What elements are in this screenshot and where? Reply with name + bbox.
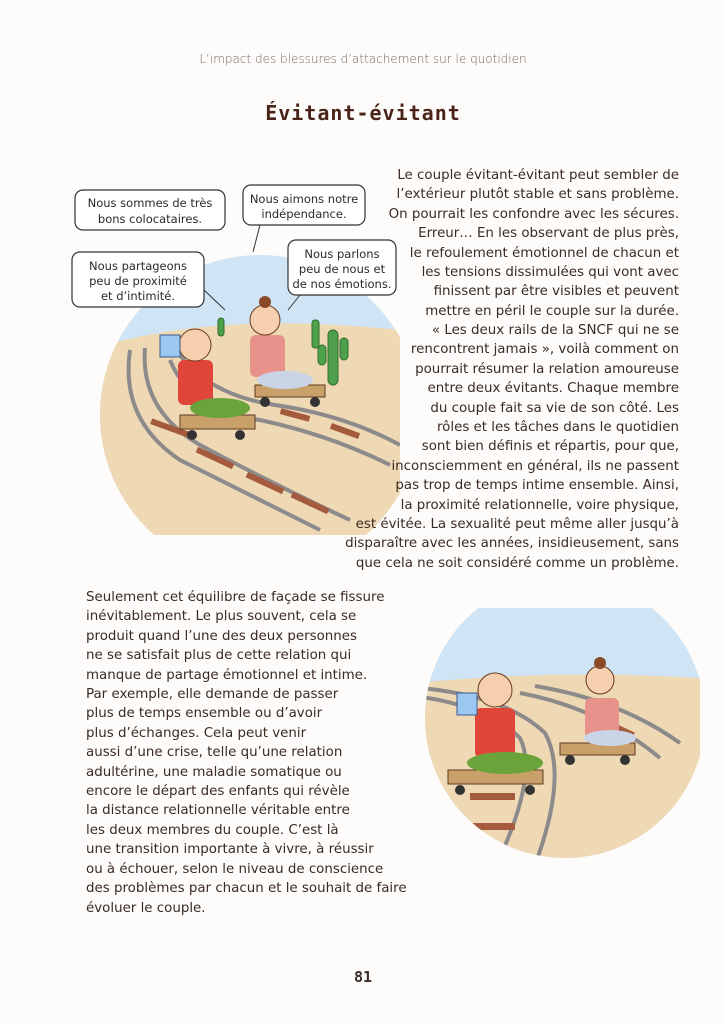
- text-line: ou à échouer, selon le niveau de conscience: [86, 861, 384, 877]
- text-line: produit quand l’une des deux personnes: [86, 628, 357, 644]
- text-line: encore le départ des enfants qui révèle: [86, 784, 350, 800]
- illustration-bottom: [370, 608, 700, 878]
- svg-text:peu de proximité: peu de proximité: [89, 274, 187, 288]
- text-line: des problèmes par chacun et le souhait de faire: [86, 881, 407, 897]
- text-line: aussi d’une crise, telle qu’une relation: [86, 745, 343, 761]
- text-line: rencontrent jamais », voilà comment on: [410, 342, 679, 358]
- text-line: les deux membres du couple. C’est là: [86, 822, 339, 838]
- text-line: plus de temps ensemble ou d’avoir: [86, 706, 323, 722]
- speech-bubble-colocataires: [75, 190, 225, 230]
- svg-text:Nous parlons: Nous parlons: [304, 247, 380, 261]
- text-line: entre deux évitants. Chaque membre: [427, 381, 679, 397]
- text-line: la proximité relationnelle, voire physique,: [400, 497, 679, 513]
- text-line: les tensions dissimulées qui vont avec: [421, 265, 679, 281]
- text-line: On pourrait les confondre avec les sécures.: [388, 206, 679, 222]
- text-line: sont bien définis et répartis, pour que,: [421, 439, 679, 455]
- text-line: manque de partage émotionnel et intime.: [86, 667, 368, 683]
- text-line: l’extérieur plutôt stable et sans problème.: [396, 187, 679, 203]
- text-line: ne se satisfait plus de cette relation qui: [86, 648, 352, 664]
- text-line: adultérine, une maladie somatique ou: [86, 764, 342, 780]
- svg-text:Nous sommes de très: Nous sommes de très: [87, 196, 213, 210]
- text-line: plus d’échanges. Cela peut venir: [86, 725, 307, 741]
- text-line: disparaître avec les années, insidieusement, sans: [345, 536, 679, 552]
- text-line: du couple fait sa vie de son côté. Les: [430, 400, 679, 416]
- text-line: évoluer le couple.: [86, 900, 206, 916]
- svg-text:bons colocataires.: bons colocataires.: [97, 212, 203, 226]
- text-line: inévitablement. Le plus souvent, cela se: [86, 609, 357, 625]
- text-line: finissent par être visibles et peuvent: [433, 284, 679, 300]
- svg-text:de nos émotions.: de nos émotions.: [292, 277, 392, 291]
- svg-text:Nous partageons: Nous partageons: [89, 259, 187, 273]
- speech-bubble-proximite: [72, 252, 225, 310]
- text-line: mettre en péril le couple sur la durée.: [425, 303, 679, 319]
- svg-text:indépendance.: indépendance.: [261, 207, 347, 221]
- paragraph-fissure: [86, 588, 406, 918]
- text-line: Par exemple, elle demande de passer: [86, 687, 339, 703]
- text-line: Erreur… En les observant de plus près,: [418, 226, 679, 242]
- paragraph-intro: [370, 166, 679, 321]
- text-line: rôles et les tâches dans le quotidien: [436, 420, 679, 436]
- section-title: Évitant-évitant: [265, 101, 461, 125]
- text-line: que cela ne soit considéré comme un problème.: [355, 555, 679, 571]
- text-line: le refoulement émotionnel de chacun et: [409, 245, 679, 261]
- text-line: « Les deux rails de la SNCF qui ne se: [431, 323, 679, 338]
- page-number: 81: [353, 968, 373, 986]
- text-line: Le couple évitant-évitant peut sembler de: [397, 168, 679, 183]
- text-line: est évitée. La sexualité peut même aller jusqu’à: [355, 517, 679, 533]
- text-line: pourrait résumer la relation amoureuse: [415, 361, 679, 377]
- text-line: Seulement cet équilibre de façade se fissure: [86, 590, 385, 605]
- text-line: la distance relationnelle véritable entre: [86, 803, 350, 819]
- svg-text:et d’intimité.: et d’intimité.: [100, 289, 176, 303]
- svg-text:Nous aimons notre: Nous aimons notre: [249, 192, 359, 206]
- text-line: une transition importante à vivre, à réussir: [86, 842, 374, 858]
- text-line: pas trop de temps intime ensemble. Ainsi,: [395, 478, 679, 494]
- text-line: inconsciemment en général, ils ne passent: [391, 458, 679, 474]
- svg-text:peu de nous et: peu de nous et: [298, 262, 386, 276]
- running-header: L’impact des blessures d’attachement sur le quotidien: [199, 52, 527, 66]
- paragraph-rails: [300, 321, 679, 573]
